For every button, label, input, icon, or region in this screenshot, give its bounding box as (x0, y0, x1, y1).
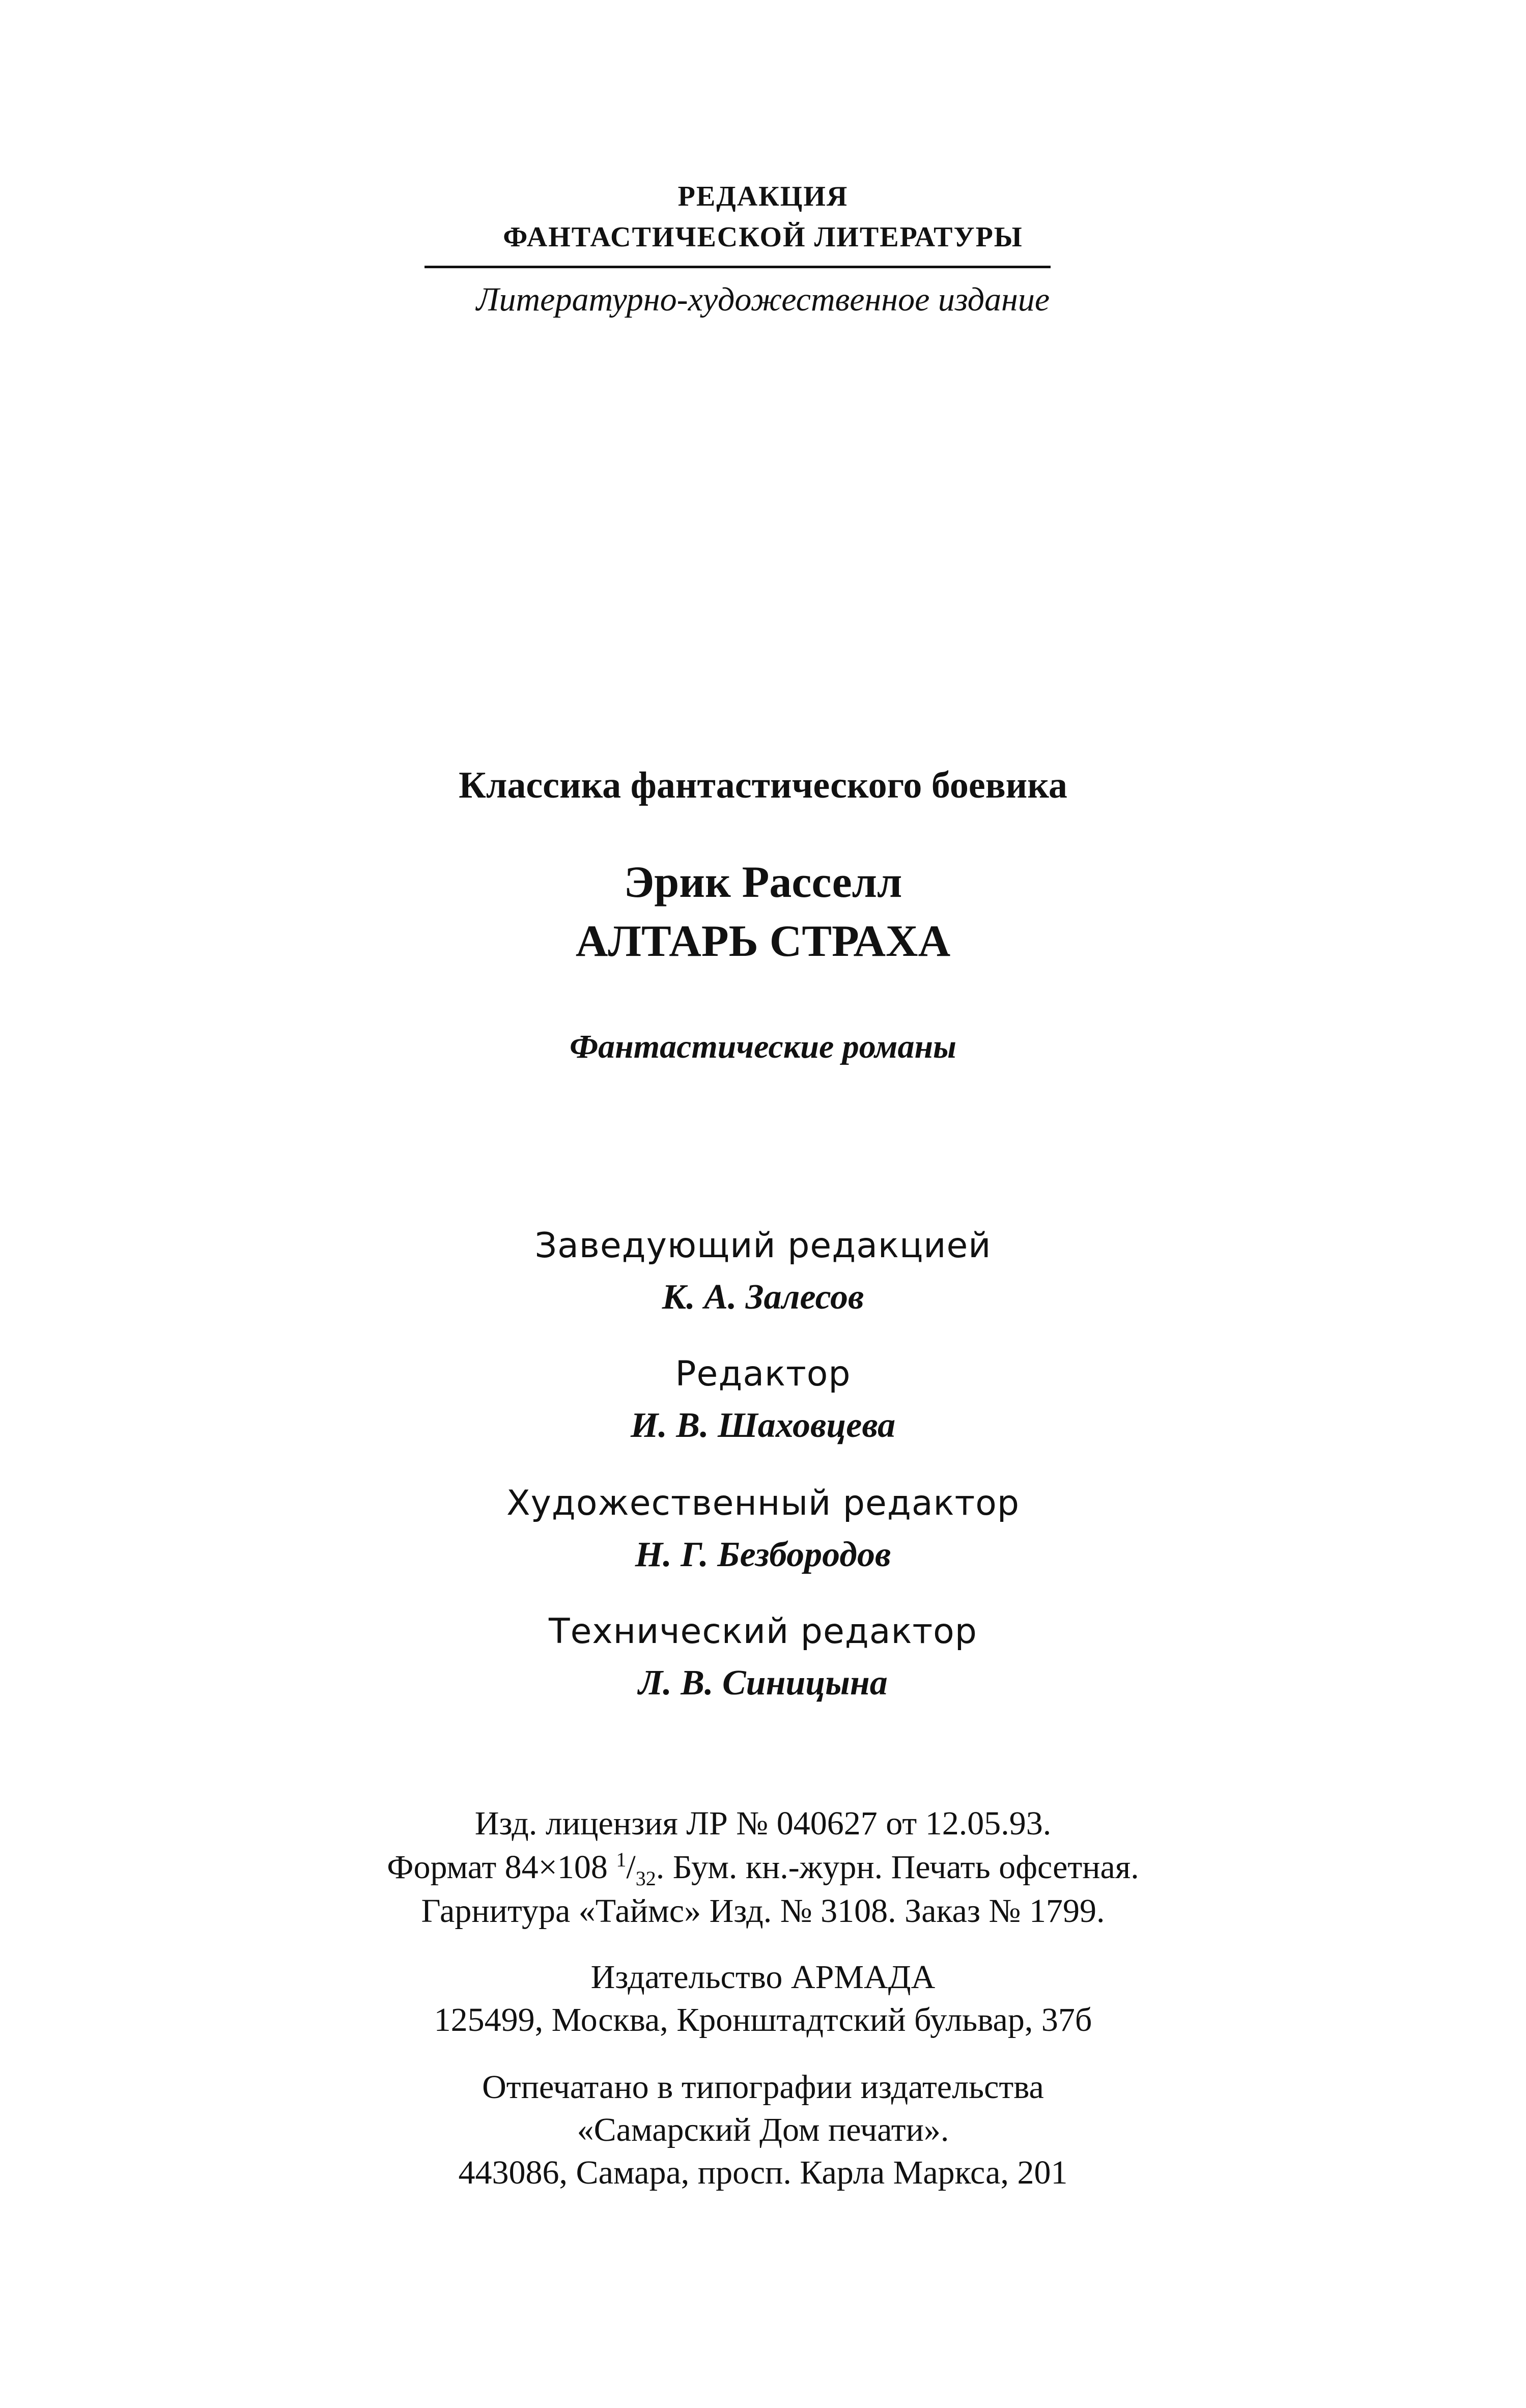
header-divider (425, 266, 1051, 268)
credit-role-art-editor: Художественный редактор (506, 1483, 1020, 1523)
format-fraction-denominator: 32 (635, 1867, 656, 1890)
publisher-division-line1: РЕДАКЦИЯ (677, 181, 849, 212)
book-author: Эрик Расселл (624, 858, 902, 907)
credit-role-chief-editor: Заведующий редакцией (534, 1226, 992, 1266)
license-line: Изд. лицензия ЛР № 040627 от 12.05.93. (474, 1805, 1052, 1842)
format-prefix: Формат 84×108 (387, 1849, 616, 1886)
format-line: Формат 84×108 $^1/_{32}$. Бум. кн.-журн. Печать офсетная. (387, 1848, 1139, 1890)
book-genre: Фантастические романы (570, 1028, 956, 1065)
credit-name-tech-editor: Л. В. Синицына (638, 1663, 888, 1703)
credit-name-chief-editor: К. А. Залесов (662, 1278, 864, 1317)
printer-line2: «Самарский Дом печати». (577, 2111, 949, 2148)
credit-name-editor: И. В. Шаховцева (630, 1406, 896, 1445)
edition-type: Литературно-художественное издание (476, 281, 1050, 318)
publisher-address: 125499, Москва, Кронштадтский бульвар, 37б (434, 2001, 1092, 2038)
credit-role-tech-editor: Технический редактор (549, 1611, 977, 1652)
credit-name-art-editor: Н. Г. Безбородов (635, 1535, 891, 1574)
format-fraction-numerator: 1 (616, 1848, 627, 1871)
printer-line3: 443086, Самара, просп. Карла Маркса, 201 (458, 2154, 1068, 2191)
series-title: Классика фантастического боевика (459, 764, 1067, 806)
credit-role-editor: Редактор (675, 1354, 851, 1394)
format-suffix: . Бум. кн.-журн. Печать офсетная. (656, 1849, 1139, 1886)
publisher-name: Издательство АРМАДА (590, 1959, 936, 1996)
printer-line1: Отпечатано в типографии издательства (482, 2069, 1044, 2106)
book-title: АЛТАРЬ СТРАХА (575, 917, 951, 966)
typeface-line: Гарнитура «Таймс» Изд. № 3108. Заказ № 1799. (421, 1892, 1105, 1930)
publisher-division-line2: ФАНТАСТИЧЕСКОЙ ЛИТЕРАТУРЫ (503, 221, 1023, 253)
